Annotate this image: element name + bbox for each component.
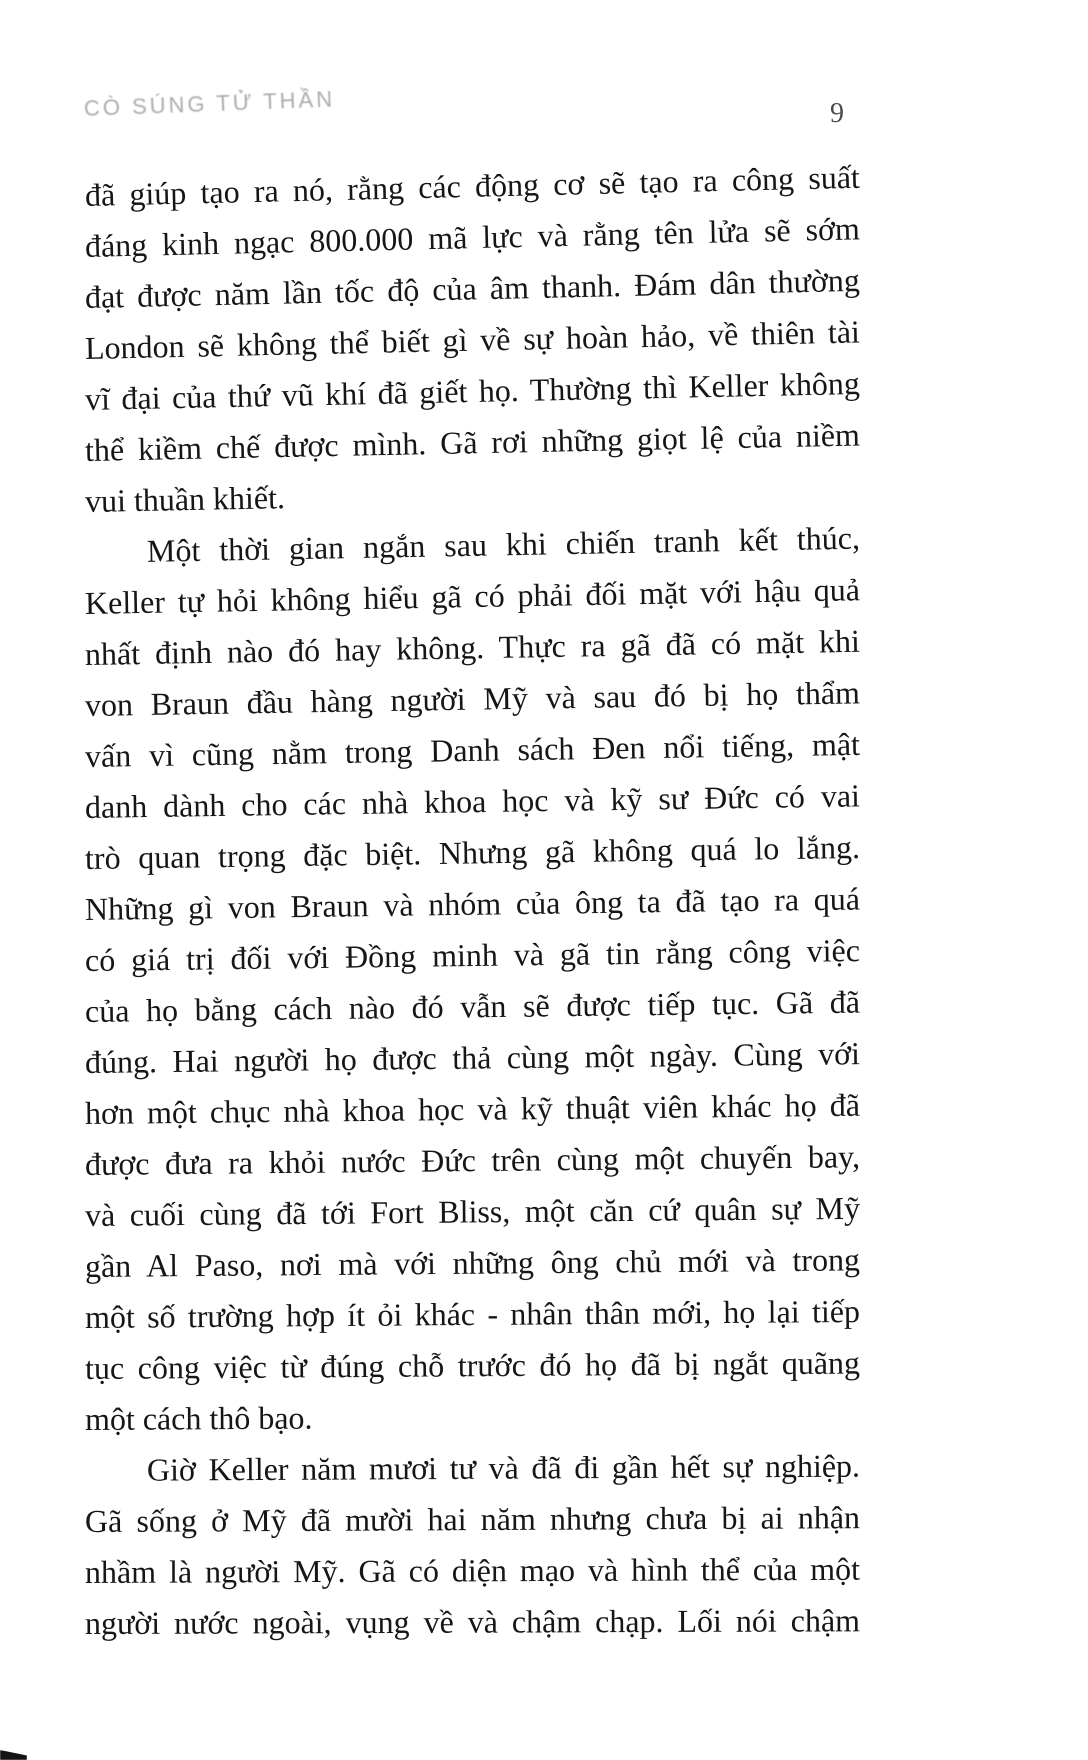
text-line: và cuối cùng đã tới Fort Bliss, một căn cứ quân sự Mỹ (84, 1189, 861, 1233)
scan-corner-artifact (0, 1750, 27, 1760)
text-line: tục công việc từ đúng chỗ trước đó họ đã bị ngắt quãng (84, 1344, 861, 1386)
text-line: một cách thô bạo. (84, 1399, 313, 1437)
text-line: London sẽ không thể biết gì về sự hoàn hảo, về thiên tài (84, 313, 861, 366)
text-line: người nước ngoài, vụng về và chậm chạp. Lối nói chậm (84, 1602, 861, 1641)
text-line: nhầm là người Mỹ. Gã có diện mạo và hình thể của một (84, 1550, 861, 1590)
text-line: von Braun đầu hàng người Mỹ và sau đó bị họ thẩm (84, 674, 861, 723)
text-line: Giờ Keller năm mươi tư và đã đi gần hết sự nghiệp. (146, 1447, 861, 1488)
text-line: đúng. Hai người họ được thả cùng một ngày. Cùng với (84, 1035, 861, 1080)
page-number: 9 (830, 98, 844, 129)
text-line: Những gì von Braun và nhóm của ông ta đã tạo ra quá (84, 880, 861, 927)
body-text (84, 158, 861, 1649)
text-line: có giá trị đối với Đồng minh và gã tin rằng công việc (84, 932, 861, 978)
text-line: một số trường hợp ít ỏi khác - nhân thân mới, họ lại tiếp (84, 1292, 861, 1335)
text-line: Gã sống ở Mỹ đã mười hai năm nhưng chưa bị ai nhận (84, 1499, 861, 1539)
text-line: Keller tự hỏi không hiểu gã có phải đối mặt với hậu quả (84, 571, 861, 621)
running-header (84, 86, 336, 122)
text-line: được đưa ra khỏi nước Đức trên cùng một chuyến bay, (84, 1138, 861, 1182)
text-line: của họ bằng cách nào đó vẫn sẽ được tiếp tục. Gã đã (84, 983, 861, 1029)
text-line: vấn vì cũng nằm trong Danh sách Đen nổi tiếng, mật (84, 725, 861, 774)
text-line: vĩ đại của thứ vũ khí đã giết họ. Thường thì Keller không (84, 364, 861, 417)
running-title: CÒ SÚNG TỬ THẦN (83, 86, 336, 121)
text-line: thể kiềm chế được mình. Gã rơi những giọt lệ của niềm (84, 416, 861, 468)
text-line: đáng kinh ngạc 800.000 mã lực và rằng tên lửa sẽ sớm (84, 210, 861, 264)
text-line: gần Al Paso, nơi mà với những ông chủ mới và trong (84, 1241, 861, 1284)
text-line: hơn một chục nhà khoa học và kỹ thuật viên khác họ đã (84, 1086, 861, 1131)
text-line: đạt được năm lần tốc độ của âm thanh. Đám dân thường (84, 261, 861, 315)
text-line: đã giúp tạo ra nó, rằng các động cơ sẽ tạo ra công suất (84, 158, 861, 213)
text-line: trò quan trọng đặc biệt. Nhưng gã không quá lo lắng. (84, 828, 861, 876)
text-line: vui thuần khiết. (84, 479, 286, 519)
text-line: danh dành cho các nhà khoa học và kỹ sư Đức có vai (84, 777, 861, 825)
text-line: nhất định nào đó hay không. Thực ra gã đã có mặt khi (84, 622, 861, 672)
text-line: Một thời gian ngắn sau khi chiến tranh kết thúc, (146, 519, 861, 569)
